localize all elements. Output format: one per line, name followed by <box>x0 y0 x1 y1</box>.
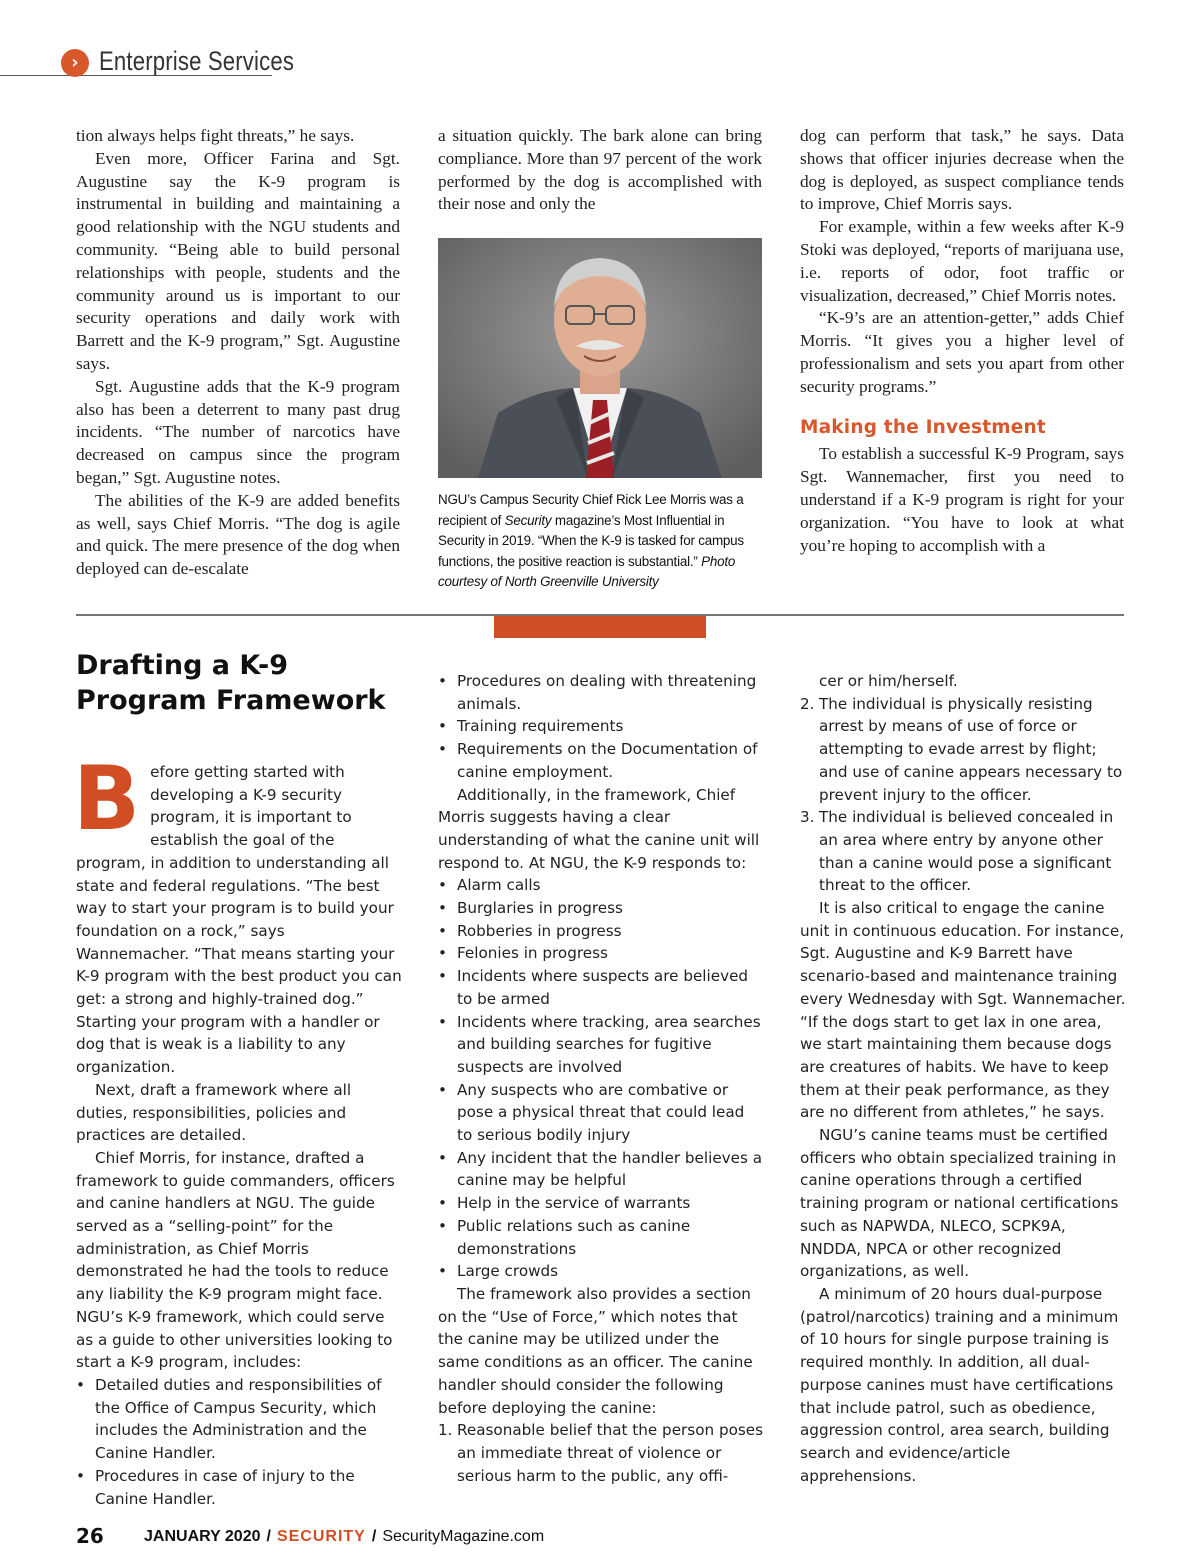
sidebar-column-1 <box>73 747 402 1510</box>
article-column-1 <box>76 125 400 581</box>
article-paragraph: For example, within a few weeks after K-9 Stoki was deployed, “reports of marijuana use, i.e. reports of odor, foot traffic or visualization, decreased,” Chief Morris notes. <box>800 217 1124 305</box>
page-number: 26 <box>76 1524 104 1548</box>
sidebar-paragraph: Additionally, in the framework, Chief Morris suggests having a clear understanding of what the canine unit will respond to. At NGU, the K-9 responds to: <box>438 785 760 872</box>
article-paragraph: a situation quickly. The bark alone can bring compliance. More than 97 percent of the work performed by the dog is accomplished with their nose and only the <box>438 126 762 214</box>
sidebar-title-line: Program Framework <box>76 685 386 716</box>
list-item-text: Reasonable belief that the person poses an immediate threat of violence or serious harm to the public, any offi- <box>457 1421 764 1485</box>
divider-accent-bar <box>494 616 706 638</box>
footer-separator: / <box>266 1528 271 1545</box>
sidebar-paragraph: A minimum of 20 hours dual-purpose (patrol/narcotics) training and a minimum of 10 hours for single purpose training is required monthly. In addition, all dual-purpose canines must have certifications that include patrol, such as obedience, aggression control, area search, building search and evidence/article apprehensions. <box>800 1284 1119 1485</box>
list-item-continued <box>800 670 1126 693</box>
footer-website: SecurityMagazine.com <box>382 1528 545 1545</box>
sidebar-paragraph: It is also critical to engage the canine unit in continuous education. For instance, Sgt. Augustine and K-9 Barrett have scenario-based and maintenance training every Wednesday with Sgt. Wannemacher. “If the dogs start to get lax in one area, we start maintaining them because dogs are creatures of habits. We have to keep them at their peak performance, as they are no different from athletes,” he says. <box>800 899 1126 1122</box>
list-item: • Large crowds <box>438 1260 764 1283</box>
article-paragraph: dog can perform that task,” he says. Data shows that officer injuries decrease when the dog is deployed, as suspect compliance tends to improve, Chief Morris says. <box>800 126 1124 214</box>
article-paragraph: Even more, Officer Farina and Sgt. Augustine say the K-9 program is instrumental in building and maintaining a good relationship with the NGU students and community. “Being able to build personal relationships with people, students and the community around us is important to our security operations and daily work with Barrett and the K-9 program,” Sgt. Augustine says. <box>76 148 400 373</box>
article-paragraph: tion always helps fight threats,” he says. <box>76 126 355 145</box>
footer-line <box>144 1528 544 1546</box>
list-item <box>800 806 1126 897</box>
use-of-force-list <box>438 1419 764 1487</box>
article-paragraph: The abilities of the K-9 are added benefits as well, says Chief Morris. “The dog is agile and quick. The mere presence of the dog when deployed can de-escalate <box>76 490 400 579</box>
list-item-text: The individual is physically resisting arrest by means of use of force or attempting to evade arrest by flight; and use of canine appears necessary to prevent injury to the officer. <box>819 694 1123 804</box>
list-item: • Training requirements <box>438 715 764 738</box>
caption-magazine: Security <box>504 512 552 528</box>
list-item: • Procedures in case of injury to the Canine Handler. <box>76 1465 402 1510</box>
sidebar-paragraph: NGU’s canine teams must be certified officers who obtain specialized training in canine operations through a certified training program or national certifications such as NAPWDA, NLECO, SCPK9A, NNDDA, NPCA or other recognized organizations, as well. <box>800 1126 1119 1281</box>
list-item <box>800 693 1126 807</box>
photo-caption <box>438 490 762 593</box>
photo-credit: Photo courtesy of North Greenville University <box>438 553 736 590</box>
subheading: Making the Investment <box>800 416 1046 438</box>
article-column-3 <box>800 125 1124 557</box>
caption-text: NGU’s Campus Security Chief Rick Lee Morris was a recipient of <box>438 492 744 528</box>
sidebar-title <box>76 648 406 718</box>
list-number: 2. <box>800 694 815 713</box>
portrait-photo <box>438 238 762 478</box>
list-item: • Alarm calls <box>438 874 764 897</box>
article-column-2 <box>438 125 762 593</box>
sidebar-column-2 <box>438 670 764 1487</box>
sidebar-column-3 <box>800 670 1126 1487</box>
list-item: • Public relations such as canine demonstrations <box>438 1215 764 1260</box>
sidebar-intro <box>73 747 402 1079</box>
article-paragraph: To establish a successful K-9 Program, says Sgt. Wannemacher, first you need to understand if a K-9 program is right for your organization. “You have to look at what you’re hoping to accomplish with a <box>800 444 1124 555</box>
list-item <box>438 1419 764 1487</box>
portrait-illustration <box>438 238 762 478</box>
intro-text: efore getting started with developing a K-9 security program, it is important to establish the goal of the program, in addition to understanding all state and federal regulations. “The best way to start your program is to build your foundation on a rock,” says Wannemacher. “That means starting your K-9 program with the best product you can get: a strong and highly-trained dog.” Starting your program with a handler or dog that is weak is a liability to any organization. <box>76 763 402 1077</box>
list-item: • Procedures on dealing with threatening animals. <box>438 670 764 715</box>
list-item: • Any incident that the handler believes a canine may be helpful <box>438 1147 764 1192</box>
drop-cap: B <box>73 747 141 850</box>
list-item: • Robberies in progress <box>438 920 764 943</box>
footer-issue: JANUARY 2020 <box>144 1528 261 1545</box>
footer-brand: SECURITY <box>276 1528 366 1545</box>
section-title: Enterprise Services <box>99 46 295 76</box>
footer-separator: / <box>371 1528 377 1545</box>
sidebar-paragraph: Next, draft a framework where all duties, responsibilities, policies and practices are detailed. <box>76 1080 352 1145</box>
article-paragraph: “K-9’s are an attention-getter,” adds Chief Morris. “It gives you a higher level of professionalism and sets you apart from other security programs.” <box>800 308 1124 396</box>
list-item: • Incidents where suspects are believed to be armed <box>438 965 764 1010</box>
list-item: • Any suspects who are combative or pose a physical threat that could lead to serious bodily injury <box>438 1079 764 1147</box>
framework-list <box>438 670 764 784</box>
list-item: • Burglaries in progress <box>438 897 764 920</box>
use-of-force-list <box>800 670 1126 897</box>
framework-list <box>76 1374 402 1510</box>
list-item: • Help in the service of warrants <box>438 1192 764 1215</box>
caption-text: magazine’s Most Influential in Security in 2019. “When the K-9 is tasked for campus functions, the positive reaction is substantial.” <box>438 512 744 569</box>
list-item-text: The individual is believed concealed in an area where entry by anyone other than a canine would pose a significant threat to the officer. <box>819 808 1114 895</box>
sidebar-paragraph: Chief Morris, for instance, drafted a framework to guide commanders, officers and canine handlers at NGU. The guide served as a “selling-point” for the administration, as Chief Morris demonstrated he had the tools to reduce any liability the K-9 program might face. NGU’s K-9 framework, which could serve as a guide to other universities looking to start a K-9 program, includes: <box>76 1148 395 1372</box>
article-paragraph: Sgt. Augustine adds that the K-9 program also has been a deterrent to many past drug incidents. “The number of narcotics have decreased on campus since the program began,” Sgt. Augustine notes. <box>76 376 400 487</box>
list-item: • Felonies in progress <box>438 942 764 965</box>
list-number: 3. <box>800 808 815 827</box>
list-item: • Requirements on the Documentation of canine employment. <box>438 738 764 783</box>
list-item: • Detailed duties and responsibilities of the Office of Campus Security, which includes the Administration and the Canine Handler. <box>76 1374 402 1465</box>
sidebar-title-line: Drafting a K-9 <box>76 650 288 681</box>
list-item: • Incidents where tracking, area searches and building searches for fugitive suspects are involved <box>438 1011 764 1079</box>
list-number: 1. <box>438 1421 453 1440</box>
response-list <box>438 874 764 1283</box>
chevron-right-icon: › <box>61 49 89 77</box>
list-item-text: cer or him/herself. <box>819 672 958 690</box>
sidebar-paragraph: The framework also provides a section on the “Use of Force,” which notes that the canine may be utilized under the same conditions as an officer. The canine handler should consider the following before deploying the canine: <box>438 1284 753 1417</box>
